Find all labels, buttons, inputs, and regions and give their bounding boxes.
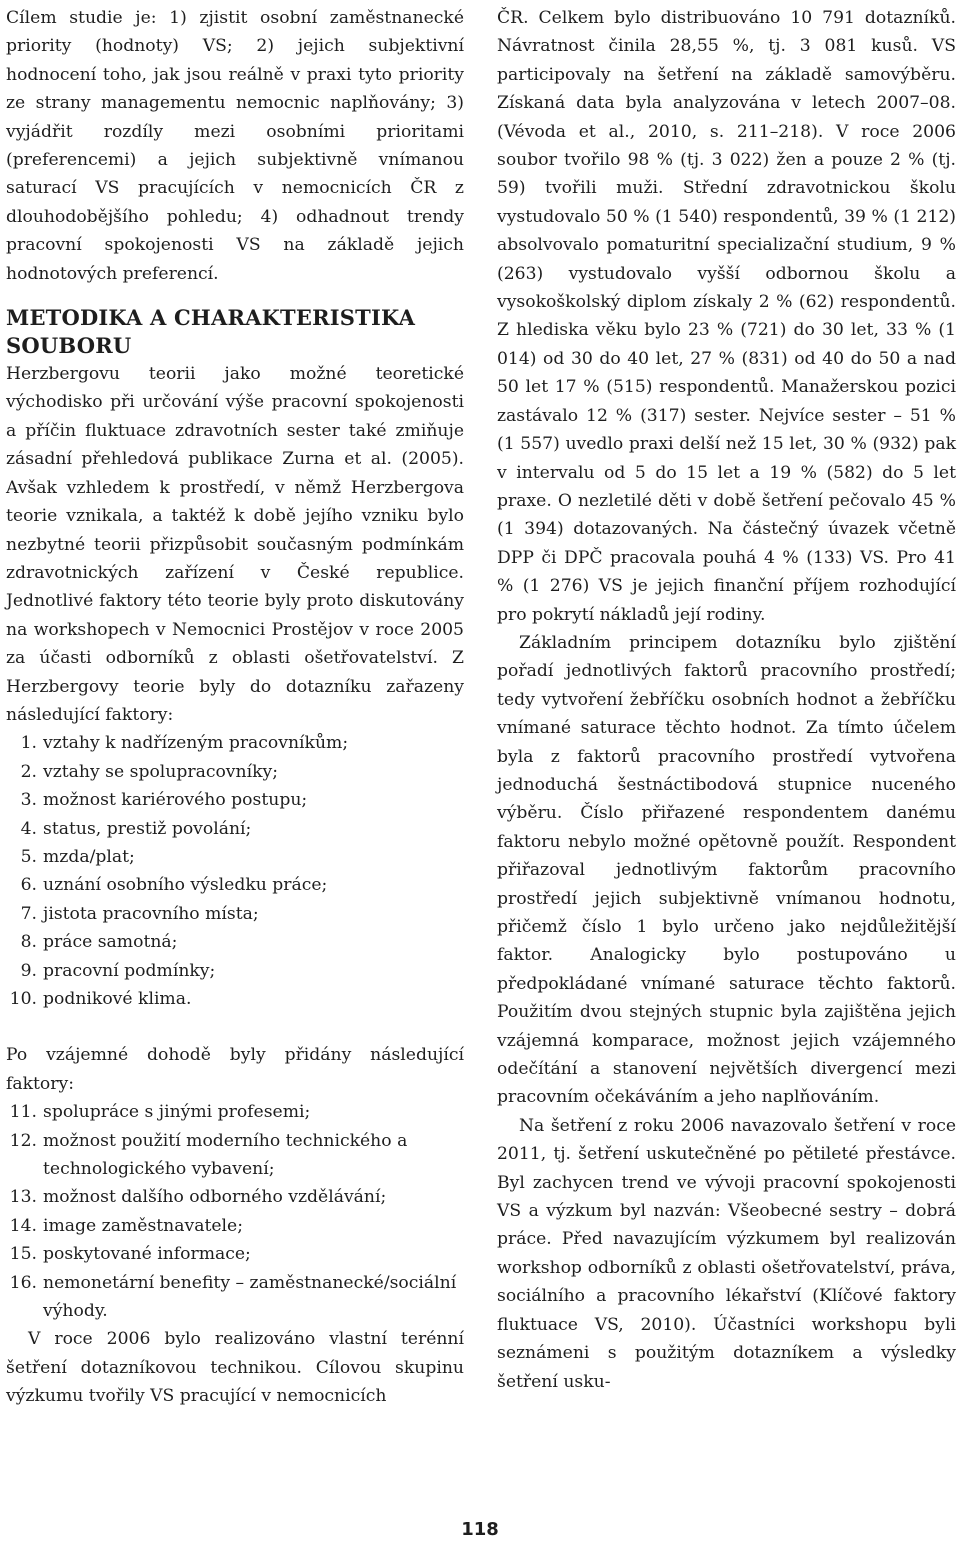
list-item: 12. možnost použití moderního technického a technologického vybavení; (9, 1130, 408, 1180)
left-column (6, 4, 464, 1411)
list-item: 1. vztahy k nadřízeným pracovníkům; (20, 733, 349, 754)
list-item: 10. podnikové klima. (9, 989, 192, 1009)
followup-paragraph: Na šetření z roku 2006 navazovalo šetření v roce 2011, tj. šetření uskutečněné po pětileté přestávce. Byl zachycen trend ve vývoji pracovní spokojenosti VS a výzkum byl nazván: Všeobecné sestry – dobrá práce. Před navazujícím výzkumem byl realizován workshop odborníků z oblasti ošetřovatelství, práva, sociálního a pracovního lékařství (Klíčové faktory fluktuace VS, 2010). Účastníci workshopu byli seznámeni s použitým dotazníkem a výsledky šetření usku- (497, 1115, 956, 1392)
methods-paragraph: Herzbergovu teorii jako možné teoretické východisko při určování výše pracovní spokojenosti a příčin fluktuace zdravotních sester také zmiňuje zásadní přehledová publikace Zurna et al. (2005). Avšak vzhledem k prostředí, v němž Herzbergova teorie vznikala, a taktéž k době jejího vzniku bylo nezbytné teorii přizpůsobit současným podmínkám zdravotnických zařízení v České republice. Jednotlivé faktory této teorie byly proto diskutovány na workshopech v Nemocnici Prostějov v roce 2005 za účasti odborníků z oblasti ošetřovatelství. Z Herzbergovy teorie byly do dotazníku zařazeny následující faktory: (6, 364, 464, 725)
herzberg-factor-list (6, 729, 464, 1013)
list-item: 16. nemonetární benefity – zaměstnanecké/sociální výhody. (9, 1272, 457, 1322)
list-item: 7. jistota pracovního místa; (20, 903, 259, 924)
list-item: 14. image zaměstnavatele; (9, 1215, 243, 1236)
list-item: 6. uznání osobního výsledku práce; (20, 875, 328, 896)
added-factor-list (6, 1098, 464, 1325)
list-item: 11. spolupráce s jinými profesemi; (9, 1102, 311, 1123)
list-item: 8. práce samotná; (20, 932, 178, 953)
list-item: 9. pracovní podmínky; (20, 960, 216, 981)
added-factors-intro: Po vzájemné dohodě byly přidány následující faktory: (6, 1045, 464, 1094)
list-item: 3. možnost kariérového postupu; (20, 790, 308, 811)
intro-paragraph: Cílem studie je: 1) zjistit osobní zaměstnanecké priority (hodnoty) VS; 2) jejich subjektivní hodnocení toho, jak jsou reálně v praxi tyto priority ze strany managementu nemocnic naplňovány; 3) vyjádřit rozdíly mezi osobními prioritami (preferencemi) a jejich subjektivně vnímanou saturací VS pracujících v nemocnicích ČR z dlouhodobějšího pohledu; 4) odhadnout trendy pracovní spokojenosti VS na základě jejich hodnotových preferencí. (6, 8, 464, 284)
spacer (6, 1013, 464, 1041)
survey-paragraph-continued: ČR. Celkem bylo distribuováno 10 791 dotazníků. Návratnost činila 28,55 %, tj. 3 081 kusů. VS participovaly na šetření na základě samovýběru. Získaná data byla analyzována v letech 2007–08. (Vévoda et al., 2010, s. 211–218). V roce 2006 soubor tvořilo 98 % (tj. 3 022) žen a pouze 2 % (tj. 59) tvořili muži. Střední zdravotnickou školu vystudovalo 50 % (1 540) respondentů, 39 % (1 212) absolvovalo pomaturitní specializační studium, 9 % (263) vystudovalo vyšší odbornou školu a vysokoškolský diplom získaly 2 % (62) respondentů. Z hlediska věku bylo 23 % (721) do 30 let, 33 % (1 014) od 30 do 40 let, 27 % (831) od 40 do 50 a nad 50 let 17 % (515) respondentů. Manažerskou pozici zastávalo 12 % (317) sester. Nejvíce sester – 51 % (1 557) uvedlo praxi delší než 15 let, 30 % (932) pak v intervalu od 5 do 15 let a 19 % (582) do 5 let praxe. O nezletilé děti v době šetření pečovalo 45 % (1 394) dotazovaných. Na částečný úvazek včetně DPP či DPČ pracovala pouhá 4 % (133) VS. Pro 41 % (1 276) VS je jejich finanční příjem rozhodující pro pokrytí nákladů její rodiny. (497, 8, 956, 625)
right-column (497, 4, 956, 1396)
principle-paragraph: Základním principem dotazníku bylo zjištění pořadí jednotlivých faktorů pracovního prostředí; tedy vytvoření žebříčku osobních hodnot a žebříčku vnímané saturace těchto hodnot. Za tímto účelem byla z faktorů pracovního prostředí vytvořena jednoduchá šestnáctibodová stupnice nuceného výběru. Číslo přiřazené respondentem danému faktoru nebylo možné opětovně použít. Respondent přiřazoval jednotlivým faktorům pracovního prostředí jejich subjektivně vnímanou hodnotu, přičemž číslo 1 bylo určeno jako nejdůležitější faktor. Analogicky bylo postupováno u předpokládané vnímané saturace těchto faktorů. Použitím dvou stejných stupnic byla zajištěna jejich vzájemná komparace, možnost jejich vzájemného odečítání a stanovení největších divergencí mezi pracovním očekáváním a jeho naplňováním. (497, 632, 956, 1108)
section-heading: METODIKA A CHARAKTERISTIKA SOUBORU (6, 305, 416, 359)
page-number: 118 (461, 1519, 499, 1540)
list-item: 5. mzda/plat; (20, 846, 135, 867)
list-item: 4. status, prestiž povolání; (20, 818, 252, 839)
list-item: 15. poskytované informace; (9, 1244, 251, 1265)
list-item: 13. možnost dalšího odborného vzdělávání; (9, 1187, 387, 1208)
survey-paragraph: V roce 2006 bylo realizováno vlastní terénní šetření dotazníkovou technikou. Cílovou skupinu výzkumu tvořily VS pracující v nemocnicích (6, 1329, 464, 1407)
list-item: 2. vztahy se spolupracovníky; (20, 761, 278, 782)
